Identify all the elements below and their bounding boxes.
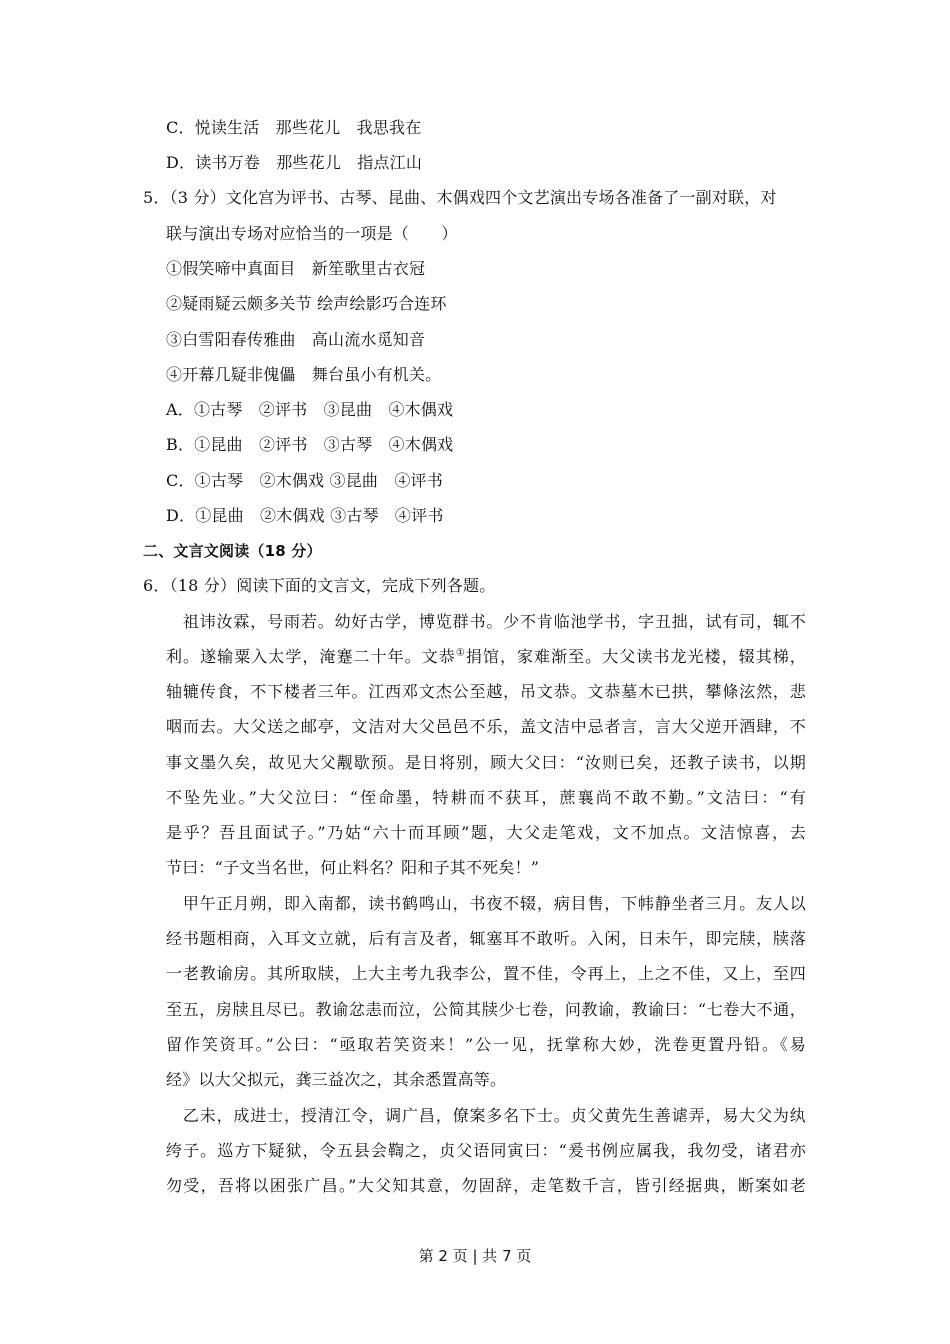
q5-couplet-3: ③白雪阳春传雅曲 高山流水觅知音: [166, 330, 426, 349]
passage-p1-line1: 祖讳汝霖，号雨若。幼好古学，博览群书。少不肯临池学书，字丑拙，试有司，辄不: [166, 612, 806, 631]
q5-option-a: A．①古琴 ②评书 ③昆曲 ④木偶戏: [166, 400, 454, 419]
passage-p1-line2: [166, 646, 806, 668]
passage-text: 利。遂输粟入太学，淹蹇二十年。文恭: [166, 647, 456, 666]
section-heading: 二、文言文阅读（18 分）: [143, 542, 322, 560]
passage-p2-line5: 留作笑资耳。”公曰：“亟取若笑资来！”公一见，抚掌称大妙，洗卷更置丹铅。《易: [166, 1035, 806, 1054]
footnote-marker: ①: [455, 647, 466, 659]
page-footer: 第 2 页 | 共 7 页: [418, 1247, 532, 1265]
q5-couplet-4: ④开幕几疑非傀儡 舞台虽小有机关。: [166, 365, 442, 384]
passage-p1-line3: 轴辘传食，不下楼者三年。江西邓文杰公至越，吊文恭。文恭墓木已拱，攀條泫然，悲: [166, 682, 806, 701]
q5-couplet-1: ①假笑啼中真面目 新笙歌里古衣冠: [166, 259, 426, 278]
passage-p2-line1: 甲午正月朔，即入南都，读书鹤鸣山，书夜不辍，病目售，下帏静坐者三月。友人以: [166, 894, 806, 913]
passage-p1-line6: 不坠先业。”大父泣曰：“侄命墨，特耕而不获耳，蔗襄尚不敢不勤。”文洁曰：“有: [166, 788, 806, 807]
q5-couplet-2: ②疑雨疑云颇多关节 绘声绘影巧合连环: [166, 294, 447, 313]
passage-p3-line1: 乙未，成进士，授清江令，调广昌，僚案多名下士。贞父黄先生善谑弄，易大父为纨: [166, 1106, 806, 1125]
q5-stem-line1: 5．（3 分）文化宫为评书、古琴、昆曲、木偶戏四个文艺演出专场各准备了一副对联，对: [143, 188, 777, 207]
passage-p2-line4: 至五，房牍且尽已。教谕忿恚而泣，公简其牍少七卷，问教谕，教谕曰：“七卷大不通，: [166, 1000, 806, 1019]
q4-option-c: C．悦读生活 那些花儿 我思我在: [166, 118, 422, 137]
q5-stem-line2: 联与演出专场对应恰当的一项是（ ）: [166, 224, 458, 243]
passage-p2-line3: 一老教谕房。其所取牍，上大主考九我李公，置不佳，令再上，上之不佳，又上，至四: [166, 964, 806, 983]
passage-p1-line5: 事文墨久矣，故见大父觏歇预。是日将别，顾大父曰：“汝则已矣，还教子读书，以期: [166, 753, 806, 772]
passage-p1-line8: 节曰：“子文当名世，何止料名？阳和子其不死矣！”: [166, 858, 540, 877]
passage-p2-line6: 经》以大父拟元，龚三益次之，其余悉置高等。: [166, 1070, 507, 1089]
passage-p3-line2: 绔子。巡方下疑狱，令五县会鞫之，贞父语同寅曰：“爰书例应属我，我勿受，诸君亦: [166, 1141, 806, 1160]
q5-option-b: B．①昆曲 ②评书 ③古琴 ④木偶戏: [166, 435, 454, 454]
passage-p1-line4: 咽而去。大父送之邮亭，文洁对大父邑邑不乐，盖文洁中忌者言，言大父逆开酒肆，不: [166, 717, 806, 736]
q4-option-d: D．读书万卷 那些花儿 指点江山: [166, 153, 423, 172]
q6-stem: 6．（18 分）阅读下面的文言文，完成下列各题。: [143, 576, 496, 595]
passage-p3-line3: 勿受，吾将以困张广昌。”大父知其意，勿固辞，走笔数千言，皆引经据典，断案如老: [166, 1176, 806, 1195]
q5-option-c: C．①古琴 ②木偶戏 ③昆曲 ④评书: [166, 471, 443, 490]
passage-p2-line2: 经书题相商，入耳文立就，后有言及者，辄塞耳不敢听。入闲，日未午，即完牍，牍落: [166, 929, 806, 948]
passage-text: 捐馆，家难渐至。大父读书龙光楼，辍其梯，: [465, 647, 806, 666]
q5-option-d: D．①昆曲 ②木偶戏 ③古琴 ④评书: [166, 506, 444, 525]
passage-p1-line7: 是乎？吾且面试子。”乃姑“六十而耳顾”题，大父走笔戏，文不加点。文洁惊喜，去: [166, 823, 806, 842]
